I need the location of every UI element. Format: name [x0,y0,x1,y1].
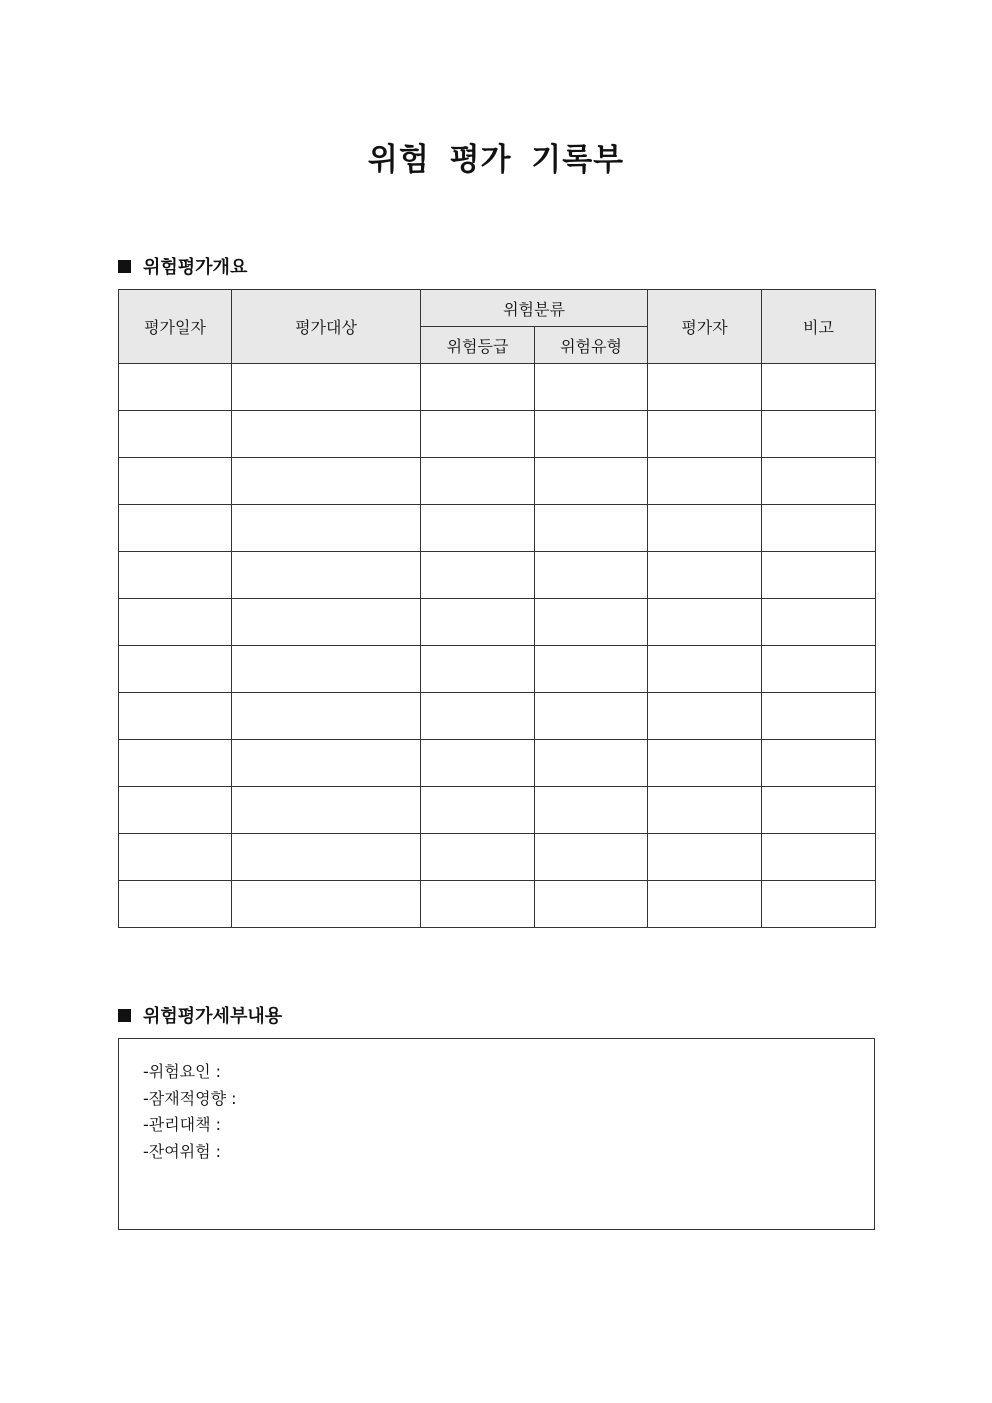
remarks-cell[interactable] [762,693,876,740]
evaluator-cell[interactable] [648,834,762,881]
remarks-cell[interactable] [762,740,876,787]
date-cell[interactable] [119,505,232,552]
remarks-cell[interactable] [762,834,876,881]
date-cell[interactable] [119,693,232,740]
target-cell[interactable] [232,787,421,834]
date-cell[interactable] [119,364,232,411]
remarks-cell[interactable] [762,411,876,458]
risk-type-cell[interactable] [535,364,648,411]
target-cell[interactable] [232,505,421,552]
header-risk-type: 위험유형 [535,327,648,364]
risk-overview-table [118,289,876,928]
header-risk-grade: 위험등급 [421,327,535,364]
detail-item-control-measures: -관리대책 : [143,1115,222,1134]
evaluator-cell[interactable] [648,693,762,740]
table-row [119,740,876,787]
risk-type-cell[interactable] [535,693,648,740]
evaluator-cell[interactable] [648,411,762,458]
risk-grade-cell[interactable] [421,881,535,928]
evaluator-cell[interactable] [648,458,762,505]
remarks-cell[interactable] [762,646,876,693]
risk-grade-cell[interactable] [421,505,535,552]
risk-grade-cell[interactable] [421,458,535,505]
table-row [119,646,876,693]
detail-item-residual-risk: -잔여위험 : [143,1141,222,1161]
table-row [119,552,876,599]
detail-item-potential-impact: -잠재적영향 : [143,1088,237,1108]
document-title: 위험 평가 기록부 [367,142,625,178]
risk-grade-cell[interactable] [421,364,535,411]
square-bullet-icon [118,1009,131,1022]
target-cell[interactable] [232,646,421,693]
date-cell[interactable] [119,646,232,693]
table-row [119,599,876,646]
risk-type-cell[interactable] [535,599,648,646]
detail-item-risk-factor: -위험요인 : [143,1062,222,1081]
evaluator-cell[interactable] [648,740,762,787]
risk-grade-cell[interactable] [421,599,535,646]
date-cell[interactable] [119,458,232,505]
square-bullet-icon [118,260,131,273]
remarks-cell[interactable] [762,787,876,834]
remarks-cell[interactable] [762,599,876,646]
risk-type-cell[interactable] [535,458,648,505]
risk-type-cell[interactable] [535,881,648,928]
table-row [119,881,876,928]
detail-section-heading [118,1002,282,1028]
table-row [119,834,876,881]
evaluator-cell[interactable] [648,552,762,599]
evaluator-cell[interactable] [648,787,762,834]
table-row [119,787,876,834]
risk-type-cell[interactable] [535,646,648,693]
table-row [119,364,876,411]
overview-table-body [119,364,876,928]
detail-heading-text: 위험평가세부내용 [143,1006,283,1027]
detail-list [119,1039,874,1165]
risk-detail-box[interactable] [118,1038,875,1230]
target-cell[interactable] [232,599,421,646]
target-cell[interactable] [232,740,421,787]
target-cell[interactable] [232,411,421,458]
risk-grade-cell[interactable] [421,552,535,599]
header-date: 평가일자 [119,290,232,364]
header-remarks: 비고 [762,290,876,364]
date-cell[interactable] [119,740,232,787]
risk-type-cell[interactable] [535,834,648,881]
remarks-cell[interactable] [762,881,876,928]
header-risk-classification: 위험분류 [421,290,648,327]
target-cell[interactable] [232,552,421,599]
evaluator-cell[interactable] [648,646,762,693]
risk-grade-cell[interactable] [421,787,535,834]
risk-grade-cell[interactable] [421,834,535,881]
remarks-cell[interactable] [762,505,876,552]
table-row [119,505,876,552]
evaluator-cell[interactable] [648,364,762,411]
overview-heading-text: 위험평가개요 [143,257,248,278]
remarks-cell[interactable] [762,458,876,505]
overview-section-heading [118,253,247,279]
date-cell[interactable] [119,787,232,834]
risk-type-cell[interactable] [535,740,648,787]
risk-grade-cell[interactable] [421,646,535,693]
risk-type-cell[interactable] [535,552,648,599]
date-cell[interactable] [119,881,232,928]
remarks-cell[interactable] [762,364,876,411]
table-row [119,458,876,505]
risk-grade-cell[interactable] [421,693,535,740]
header-evaluator: 평가자 [648,290,762,364]
remarks-cell[interactable] [762,552,876,599]
target-cell[interactable] [232,834,421,881]
table-row [119,411,876,458]
risk-grade-cell[interactable] [421,411,535,458]
date-cell[interactable] [119,411,232,458]
date-cell[interactable] [119,599,232,646]
target-cell[interactable] [232,364,421,411]
evaluator-cell[interactable] [648,881,762,928]
table-row [119,693,876,740]
target-cell[interactable] [232,693,421,740]
evaluator-cell[interactable] [648,505,762,552]
risk-grade-cell[interactable] [421,740,535,787]
date-cell[interactable] [119,552,232,599]
target-cell[interactable] [232,458,421,505]
target-cell[interactable] [232,881,421,928]
evaluator-cell[interactable] [648,599,762,646]
header-target: 평가대상 [232,290,421,364]
risk-type-cell[interactable] [535,411,648,458]
date-cell[interactable] [119,834,232,881]
risk-type-cell[interactable] [535,505,648,552]
risk-type-cell[interactable] [535,787,648,834]
